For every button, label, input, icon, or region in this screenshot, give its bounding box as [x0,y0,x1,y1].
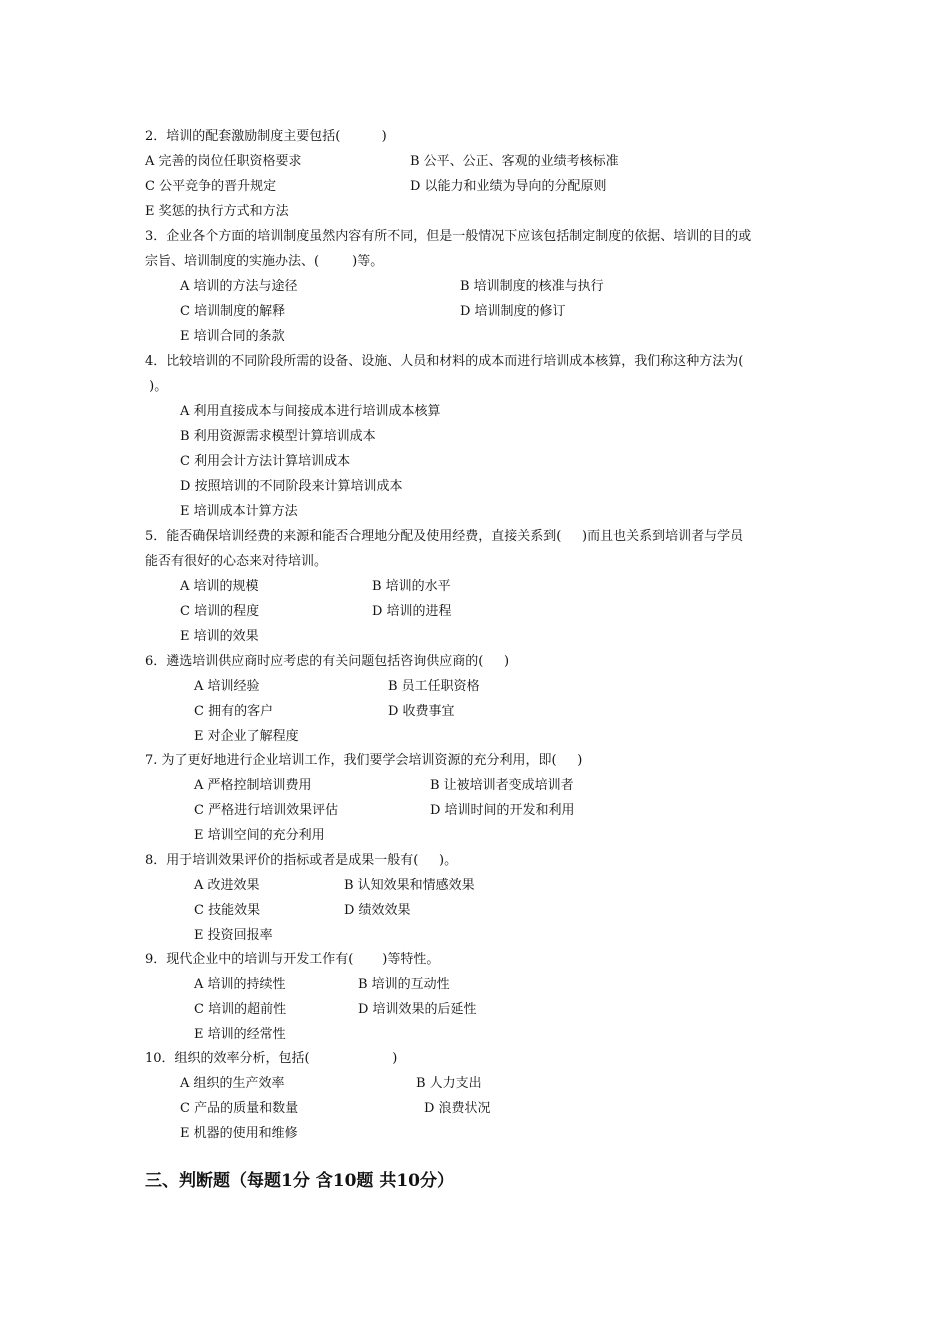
q4-option-a: A 利用直接成本与间接成本进行培训成本核算 [180,404,441,419]
q8-option-c: C 技能效果 [194,903,261,918]
q7-stem: 7. 为了更好地进行企业培训工作，我们要学会培训资源的充分利用，即( ) [145,753,583,768]
q3-stem-line1: 3．企业各个方面的培训制度虽然内容有所不同，但是一般情况下应该包括制定制度的依据、培训的目的或 [145,229,752,244]
q7-option-a: A 严格控制培训费用 [194,778,312,793]
q10-option-e: E 机器的使用和维修 [180,1126,298,1141]
q9-option-b: B 培训的互动性 [358,977,450,992]
q4-option-b: B 利用资源需求模型计算培训成本 [180,429,376,444]
q3-stem-line2: 宗旨、培训制度的实施办法、( )等。 [145,254,384,269]
q8-stem: 8．用于培训效果评价的指标或者是成果一般有( )。 [145,853,458,868]
q2-option-c: C 公平竞争的晋升规定 [145,179,277,194]
q10-option-c: C 产品的质量和数量 [180,1101,299,1116]
q10-option-b: B 人力支出 [416,1076,482,1091]
q9-option-e: E 培训的经常性 [194,1027,286,1042]
q5-stem-line1: 5．能否确保培训经费的来源和能否合理地分配及使用经费，直接关系到( )而且也关系到培训者与学员 [145,529,744,544]
q10-option-a: A 组织的生产效率 [180,1076,285,1091]
q4-option-c: C 利用会计方法计算培训成本 [180,454,351,469]
q8-option-a: A 改进效果 [194,878,260,893]
q2-option-b: B 公平、公正、客观的业绩考核标准 [410,154,619,169]
q6-option-c: C 拥有的客户 [194,704,274,719]
q3-option-e: E 培训合同的条款 [180,329,285,344]
q3-option-b: B 培训制度的核准与执行 [460,279,604,294]
section-heading-true-false: 三、判断题（每题1分 含10题 共10分） [145,1171,454,1191]
q8-option-b: B 认知效果和情感效果 [344,878,475,893]
q7-option-d: D 培训时间的开发和利用 [430,803,575,818]
q8-option-e: E 投资回报率 [194,928,273,943]
q3-option-a: A 培训的方法与途径 [180,279,298,294]
q6-stem: 6．遴选培训供应商时应考虑的有关问题包括咨询供应商的( ) [145,654,510,669]
q4-stem-line1: 4．比较培训的不同阶段所需的设备、设施、人员和材料的成本而进行培训成本核算，我们称这种方法为( [145,354,744,369]
q6-option-a: A 培训经验 [194,679,260,694]
q4-option-d: D 按照培训的不同阶段来计算培训成本 [180,479,403,494]
q9-option-a: A 培训的持续性 [194,977,286,992]
q10-stem: 10．组织的效率分析，包括( ) [145,1051,398,1066]
q5-option-c: C 培训的程度 [180,604,260,619]
q6-option-b: B 员工任职资格 [388,679,480,694]
q7-option-b: B 让被培训者变成培训者 [430,778,574,793]
q8-option-d: D 绩效效果 [344,903,411,918]
q6-option-d: D 收费事宜 [388,704,455,719]
q5-option-a: A 培训的规模 [180,579,259,594]
q6-option-e: E 对企业了解程度 [194,729,299,744]
q7-option-e: E 培训空间的充分利用 [194,828,325,843]
q2-option-d: D 以能力和业绩为导向的分配原则 [410,179,607,194]
q3-option-c: C 培训制度的解释 [180,304,286,319]
q3-option-d: D 培训制度的修订 [460,304,566,319]
q5-option-b: B 培训的水平 [372,579,451,594]
q4-stem-line2: )。 [145,379,168,394]
q2-stem: 2．培训的配套激励制度主要包括( ) [145,129,387,144]
q7-option-c: C 严格进行培训效果评估 [194,803,339,818]
q10-option-d: D 浪费状况 [424,1101,491,1116]
q5-option-d: D 培训的进程 [372,604,452,619]
q2-option-e: E 奖惩的执行方式和方法 [145,204,289,219]
q5-stem-line2: 能否有很好的心态来对待培训。 [145,554,328,569]
q9-option-d: D 培训效果的后延性 [358,1002,477,1017]
q4-option-e: E 培训成本计算方法 [180,504,298,519]
q2-option-a: A 完善的岗位任职资格要求 [145,154,302,169]
q9-stem: 9．现代企业中的培训与开发工作有( )等特性。 [145,952,440,967]
q9-option-c: C 培训的超前性 [194,1002,287,1017]
q5-option-e: E 培训的效果 [180,629,259,644]
